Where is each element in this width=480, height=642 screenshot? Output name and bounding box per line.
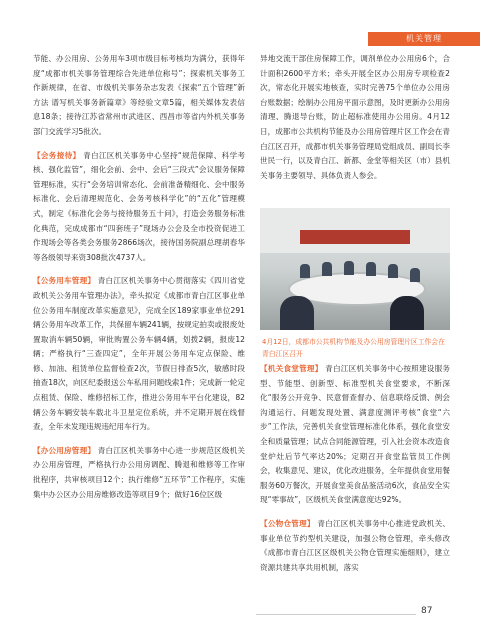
photo-attendee [300,264,310,278]
paragraph-vehicle [33,274,245,435]
meeting-photo [260,208,450,330]
section-header-bar [368,32,480,46]
page-number: 87 [421,606,433,616]
photo-attendee [366,262,376,276]
paragraph-conference [33,149,245,266]
photo-banner [300,230,410,244]
photo-attendee [410,268,420,282]
photo-attendee [344,261,354,275]
section-tag: 【机关食堂管理】 [260,364,323,373]
photo-foreground-person [280,296,314,330]
paragraph-text: 异地交流干部住房保障工作，调剂单位办公用房6个，合计面积2600平方米；牵头开展全区办公用房专项检查2次，常态化开展实地核查，实时完善75个单位办公用房台账数据；绘制办公用房平面示意图，及时更新办公用房清理、腾退导台账，防止超标准使用办公用房。4月12日，成都市公共机构节能及办公用房管理片区工作会在青白江区召开，成都市机关事务管理局党组成员、副局长李世民一行，以及青白江、新都、金堂等相关区（市）县机关事务主要领导、具体负责人参会。 [260,54,450,180]
footer-divider [256,614,416,615]
left-column [33,52,245,511]
paragraph-office-cont [260,52,450,183]
paragraph-text: 节能、办公用房、公务用车3项市级目标考核均为满分，获得年度“成都市机关事务管理综合先进单位称号”；探索机关事务工作新规律，在省、市级机关事务杂志发表《探索“五个管理”新方法 谱写机关事务新篇章》等经验文章5篇，相关媒体发表信息18条；接待江苏省常州市武进区、西昌市等省内外机关事务部门交流学习5批次。 [33,54,245,136]
photo-attendee [322,262,332,276]
paragraph-text: 青白江区机关事务中心贯彻落实《四川省党政机关公务用车管理办法》，牵头拟定《成都市青白江区事业单位公务用车制度改革实施意见》，完成全区189家事业单位291辆公务用车改革工作，共保留车辆241辆，按规定拍卖或报废处置取消车辆50辆，审批购置公务车辆4辆，划拨2辆，报废12辆；严格执行“三查四定”，全年开展公务用车定点保险、维修、加油、租赁单位监督检查2次，节假日排查5次，敏感时段抽查18次，向区纪委报送公车私用问题线索1件；完成新一轮定点租赁、保险、维修招标工作，推进公务用车平台化建设，82辆公务车辆安装车载北斗卫星定位系统，并不定期开展在线督查，全年未发现违规违纪用车行为。 [33,276,246,432]
section-tag: 【公务用车管理】 [33,276,96,286]
photo-attendee [388,264,398,278]
right-column-top [260,52,450,192]
paragraph-text: 青白江区机关事务中心进一步规范区级机关办公用房管理，严格执行办公用房调配、腾退和维修等工作审批程序，共审核项目12个；执行维修“五环节”工作程序，实施集中办公区办公用房维修改造等项目9个；做好16位区级 [33,445,246,499]
paragraph-intro [33,52,245,140]
paragraph-text: 青白江区机关事务中心按照建设服务型、节能型、创新型、标准型机关食堂要求，不断深化“服务公开竞争、民意督查督办、信息联络反馈、例会沟通运行、问题发现处置、满意度测评考核”食堂“六步”工作法，完善机关食堂管理标准化体系，强化食堂安全和质量管理；试点合同能源管理，引入社会资本改造食堂炉灶后节气率达20%；定期召开食堂监管员工作例会，收集意见、建议，优化改进服务，全年提供食堂用餐服务60万餐次，开展食堂美食品鉴活动6次，食品安全实现“零事故”，区级机关食堂满意度达92%。 [260,364,451,505]
paragraph-warehouse [260,517,450,575]
section-tag: 【会务接待】 [33,150,81,160]
section-title: 机关管理 [406,34,442,43]
section-tag: 【公物仓管理】 [260,518,315,528]
photo-caption: 4月12日，成都市公共机构节能及办公用房管理片区工作会在青白江区召开 [262,338,445,358]
paragraph-text: 青白江区机关事务中心推进党政机关、事业单位节约型机关建设，加强公物仓管理，牵头修改《成都市青白江区区级机关公物仓管理实施细则》，建立资源共建共享共用机制，落实 [260,518,451,572]
paragraph-canteen [260,362,450,508]
photo-foreground-person [390,296,424,330]
section-tag: 【办公用房管理】 [33,445,96,455]
paragraph-text: 青白江区机关事务中心坚持“规范保障、科学考核、强化监管”，细化会前、会中、会后“三段式”会议服务保障管理标准，实行“会务培训常态化、会前准备精细化、会中服务标准化、会后清理规范化、会务考核科学化”的“五化”管理模式，制定《标准化会务与接待服务五十问》，打造会务服务标准化典范，完成成都市“四套班子”现场办公会及全市投资促进工作现场会等各类会务服务2866场次，接待国务院副总理胡春华等各级领导来资308批次4737人。 [33,150,245,262]
paragraph-office [33,444,245,502]
right-column-bottom [260,362,450,584]
